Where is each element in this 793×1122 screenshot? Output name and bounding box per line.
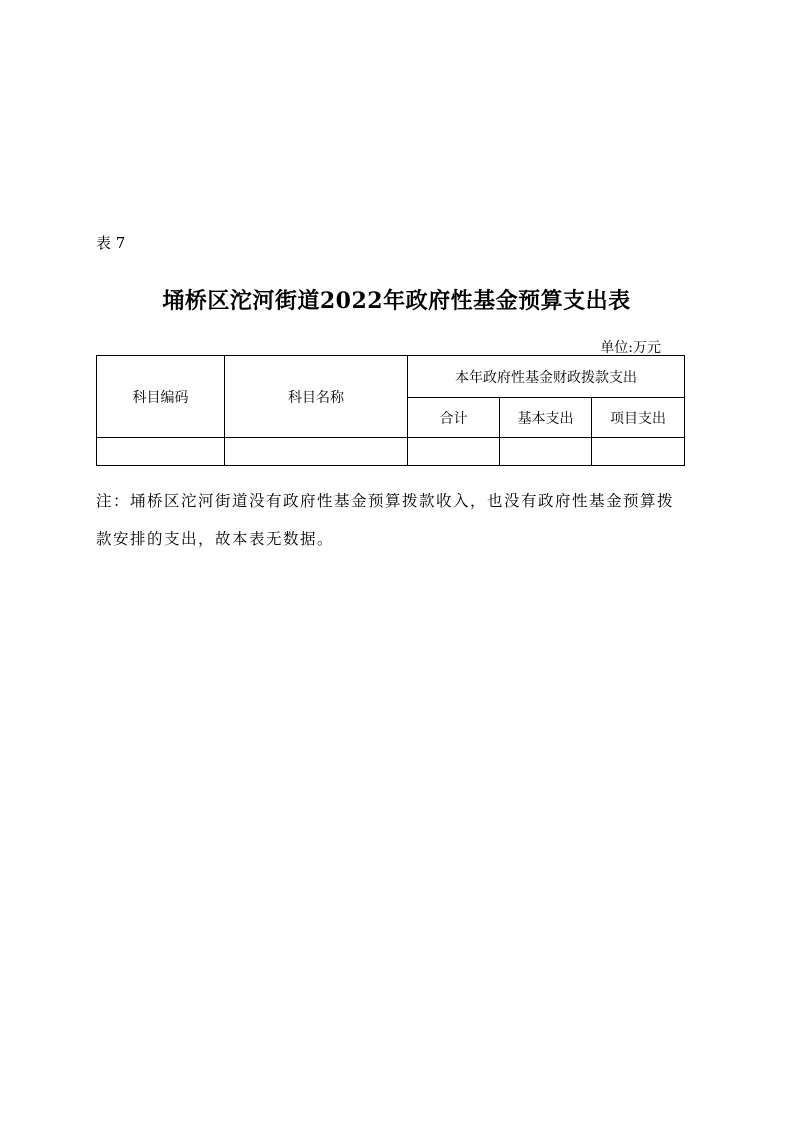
header-subject-name: 科目名称 [225, 356, 408, 438]
budget-table [96, 355, 685, 466]
table-number: 表 7 [96, 234, 126, 252]
cell-code [97, 438, 225, 466]
header-total: 合计 [408, 398, 500, 438]
table-header-row [97, 356, 685, 398]
cell-basic [500, 438, 592, 466]
header-project-expenditure: 项目支出 [592, 398, 685, 438]
table-row [97, 438, 685, 466]
cell-name [225, 438, 408, 466]
unit-label: 单位:万元 [600, 340, 661, 356]
page-title: 埇桥区沱河街道2022年政府性基金预算支出表 [162, 288, 631, 314]
header-basic-expenditure: 基本支出 [500, 398, 592, 438]
cell-project [592, 438, 685, 466]
footnote: 注：埇桥区沱河街道没有政府性基金预算拨款收入，也没有政府性基金预算拨款安排的支出，故本表无数据。 [96, 492, 675, 548]
header-fund-expenditure: 本年政府性基金财政拨款支出 [408, 356, 685, 398]
header-subject-code: 科目编码 [97, 356, 225, 438]
cell-total [408, 438, 500, 466]
